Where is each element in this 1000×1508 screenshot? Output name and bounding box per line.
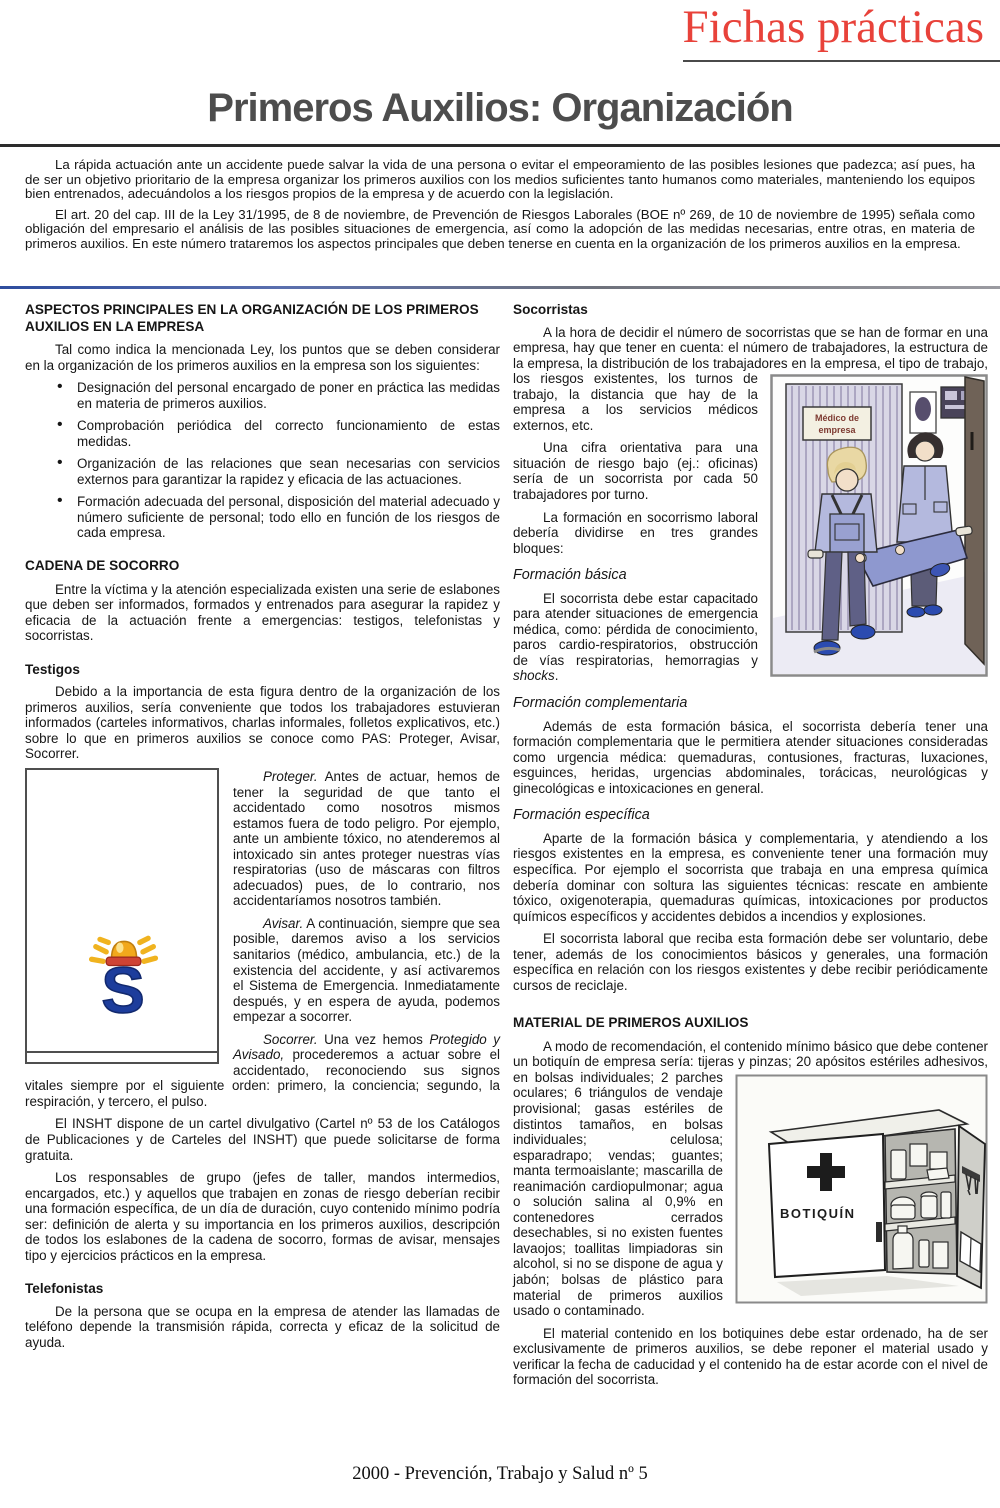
pas-poster-box bbox=[25, 768, 219, 1064]
paragraph: Entre la víctima y la atención especializada existen una serie de eslabones que deben ser informados, formados y entrenados para asegurar la rapidez y eficacia de la actuación frente a emergencias: testigos, telefonistas y socorristas. bbox=[25, 581, 500, 644]
paragraph: Los responsables de grupo (jefes de taller, mandos intermedios, encargados, etc.) y aquellos que trabajen en zonas de riesgo deberían recibir una formación específica, de un día de duración, cuyo contenido mínimo podría ser: definición de alerta y su importancia en los primeros auxilios, descripción de todos los eslabones de la cadena de socorro, formas de avisar, mensajes tipo y ejercicios prácticos en la empresa. bbox=[25, 1170, 500, 1263]
left-column bbox=[25, 300, 500, 1388]
heading-formacion-basica: Formación básica bbox=[513, 567, 627, 584]
door-sign-line2: empresa bbox=[818, 425, 856, 436]
proteger-text: Antes de actuar, hemos de tener la seguridad de que tanto el accidentado como nosotros mismos estamos fuera de todo peligro. Por ejemplo, ante un ambiente tóxico, no atenderemos al intoxicado sin antes proteger nuestras vías respiratorias (uso de máscaras con filtros adecuados) pues, de lo contrario, nos accidentaríamos nosotros también. bbox=[233, 768, 500, 909]
avisar-text: A continuación, siempre que sea posible, daremos aviso a los servicios sanitarios (médico, ambulancia, etc.) de la existencia del accidente, y así activaremos el Sistema de Emergencia. Inmediatamente después, y en espera de ayuda, podemos empezar a socorrer. bbox=[233, 915, 500, 1025]
heading-testigos: Testigos bbox=[25, 661, 80, 677]
socorristas-text: en la empresa, el tipo de trabajo, los riesgos existentes, los turnos de trabajo, la distancia que hay de la empresa a los servicios médicos externos, etc. bbox=[513, 355, 988, 433]
brand-divider bbox=[683, 60, 1000, 62]
shelf-items bbox=[891, 1144, 951, 1269]
paragraph: De la persona que se ocupa en la empresa de atender las llamadas de teléfono depende la transmisión rápida, correcta y eficaz de la solicitud de ayuda. bbox=[25, 1303, 500, 1351]
heading-aspectos: ASPECTOS PRINCIPALES EN LA ORGANIZACIÓN DE LOS PRIMEROS AUXILIOS EN LA EMPRESA bbox=[25, 302, 479, 334]
footer-citation: 2000 - Prevención, Trabajo y Salud nº 5 bbox=[352, 1464, 648, 1484]
door-sign bbox=[803, 407, 871, 440]
basica-text: . bbox=[554, 668, 559, 684]
paragraph: El socorrista laboral que reciba esta formación debe ser voluntario, debe tener, además de los conocimientos básicos y generales, una formación específica en relación con los riesgos existentes y debe recibir periódicamente cursos de reciclaje. bbox=[513, 931, 988, 993]
proteger-lead: Proteger. bbox=[263, 768, 318, 784]
right-column bbox=[513, 300, 988, 1388]
socorrer-lead: Socorrer. bbox=[263, 1031, 318, 1047]
socorrer-text: Una vez hemos bbox=[317, 1031, 430, 1047]
title-divider bbox=[0, 144, 1000, 147]
socorristas-text: A la hora de decidir el número de socorristas que se han de formar en una empresa, hay que tener en cuenta: el número de trabajadores, la estructura de la empresa, la distribución de los trabajadores bbox=[513, 324, 988, 371]
intro-paragraph: El art. 20 del cap. III de la Ley 31/1995, de 8 de noviembre, de Prevención de Riesgos Laborales (BOE nº 269, de 10 de noviembre de 1995) señala como obligación del empresario el análisis de las posibles situaciones de emergencia, así como la adopción de las medidas necesarias, entre otras, en materia de primeros auxilios. En este número trataremos los aspectos principales que deben tenerse en cuenta en la organización de los primeros auxilios en la empresa. bbox=[25, 206, 975, 251]
heading-cadena-de-socorro: CADENA DE SOCORRO bbox=[25, 558, 180, 574]
heading-formacion-especifica: Formación específica bbox=[513, 807, 650, 824]
list-item: • Formación adecuada del personal, disposición del material adecuado y número suficiente de personal; todo ello en función de los riesgos de cada empresa. bbox=[55, 494, 500, 541]
paragraph-material bbox=[513, 1039, 988, 1319]
socorrer-text: procederemos a actuar sobre el accidentado, reconociendo sus signos vitales siempre por el siguiente orden: primero, la conciencia; segundo, la respiración, y tercero, el pulso. bbox=[25, 1047, 500, 1109]
shocks-emphasis: shocks bbox=[513, 668, 555, 684]
paragraph: Debido a la importancia de esta figura dentro de la organización de los primeros auxilios, sería conveniente que todos los trabajadores estuvieran informados (carteles informativos, charlas informales, folletos explicativos, etc.) sobre lo que en primeros auxilios se conoce como PAS: Proteger, Avisar, Socorrer. bbox=[25, 684, 500, 762]
cabinet-label: BOTIQUÍN bbox=[780, 1205, 856, 1221]
paragraph: Tal como indica la mencionada Ley, los puntos que se deben considerar en la organización de los primeros auxilios en la empresa son los siguientes: bbox=[25, 342, 500, 373]
socorrer-siren-logo bbox=[79, 934, 167, 1018]
publication-brand: Fichas prácticas bbox=[682, 1, 984, 53]
paragraph: Además de esta formación básica, el socorrista debería tener una formación complementaria que le permitiera atender situaciones consideradas como urgencia médica: quemaduras, contusiones, fracturas, luxaciones, esguinces, heridas, urgencias abdominales, torácicas, neurológicas y ginecológicas e intoxicaciones en general. bbox=[513, 718, 988, 796]
page-title: Primeros Auxilios: Organización bbox=[207, 86, 793, 130]
list-item: • Designación del personal encargado de poner en práctica las medidas en materia de primeros auxilios. bbox=[55, 380, 500, 411]
heading-socorristas: Socorristas bbox=[513, 302, 588, 317]
socorrer-emphasis: Protegido y Avisado, bbox=[233, 1031, 500, 1063]
paragraph: Aparte de la formación básica y complementaria, y atendiendo a los riesgos existentes en la empresa, es conveniente tener una formación muy específica. Por ejemplo el socorrista que trabaja en una empresa química debería dominar con soltura las siguientes técnicas: rescate en ambiente tóxico, oxigenoterapia, quemaduras químicas, intoxicaciones por productos químicos específicos y accidentes debidos a incendios y explosiones. bbox=[513, 830, 988, 924]
section-divider-blue bbox=[0, 286, 1000, 289]
paragraph-socorristas bbox=[513, 325, 988, 434]
avisar-lead: Avisar. bbox=[263, 915, 304, 931]
door-sign-line1: Médico de bbox=[814, 413, 860, 424]
paragraph: El INSHT dispone de un cartel divulgativo (Cartel nº 53 de los Catálogos de Publicaciones y de Carteles del INSHT) que puede solicitarse de forma gratuita. bbox=[25, 1116, 500, 1163]
list-item: • Organización de las relaciones que sean necesarias con servicios externos para garantizar la rapidez y eficacia de las actuaciones. bbox=[55, 456, 500, 487]
bullet-list bbox=[25, 380, 500, 541]
paragraph: El material contenido en los botiquines debe estar ordenado, ha de ser exclusivamente de primeros auxilios, se debe reponer el material usado y verificar la fecha de caducidad y el contenido ha de estar acorde con el nivel de formación del socorrista. bbox=[513, 1325, 988, 1388]
paragraph: Una cifra orientativa para una situación de riesgo bajo (ej.: oficinas) sería de un socorrista por cada 50 trabajadores por turno. bbox=[513, 440, 758, 503]
heading-material: MATERIAL DE PRIMEROS AUXILIOS bbox=[513, 1015, 749, 1031]
botiquin-illustration bbox=[735, 1074, 988, 1304]
cabinet-open-door bbox=[957, 1126, 985, 1288]
poster-inner-rule bbox=[27, 1051, 217, 1053]
material-text: A modo de recomendación, el contenido mínimo básico que debe contener un botiquín de empresa sería: tijeras y pinzas; 20 apósitos estériles adhesivos, en bolsas bbox=[513, 1038, 988, 1085]
stretcher-illustration bbox=[770, 374, 988, 677]
door-open-leaf bbox=[965, 377, 984, 664]
material-text: individuales; 2 parches oculares; 6 triángulos de vendaje provisional; gasas estériles de distintos tamaños, en bolsas individuales; celulosa; esparadrapo; vendas; guantes; manta termoaislante; mascarilla de reanimación cardiopulmonar; agua o solución salina al 0,9% en contenedores cerrados desechables, si no existen fuentes lavaojos; toallitas limpiadoras sin alcohol, si no se dispone de agua y jabón; bolsas de plástico para material de primeros auxilios usado o contaminado. bbox=[513, 1069, 723, 1319]
cabinet-left-door bbox=[769, 1134, 885, 1277]
heading-telefonistas: Telefonistas bbox=[25, 1281, 104, 1297]
intro-paragraph: La rápida actuación ante un accidente puede salvar la vida de una persona o evitar el empeoramiento de las posibles lesiones que padezca; así pues, ha de ser un objetivo prioritario de la empresa organizar los primeros auxilios con los medios suficientes tanto humanos como materiales, manteniendo los equipos bien entrenados, adecuándolos a los riesgos propios de la empresa y de acuerdo con la legislación. bbox=[25, 157, 975, 202]
socorrer-s-letter: S bbox=[101, 953, 145, 1018]
paragraph: La formación en socorrismo laboral debería dividirse en tres grandes bloques: bbox=[513, 509, 758, 556]
two-column-body bbox=[25, 300, 988, 1388]
basica-text: El socorrista debe estar capacitado para atender situaciones de emergencia médica, como: pérdida de conocimiento, paros cardio-respiratorios, obstrucción de vías respiratorias, hemorragias y bbox=[513, 590, 758, 668]
intro-section bbox=[25, 158, 975, 258]
heading-formacion-complementaria: Formación complementaria bbox=[513, 695, 688, 712]
list-item: • Comprobación periódica del correcto funcionamiento de estas medidas. bbox=[55, 418, 500, 449]
